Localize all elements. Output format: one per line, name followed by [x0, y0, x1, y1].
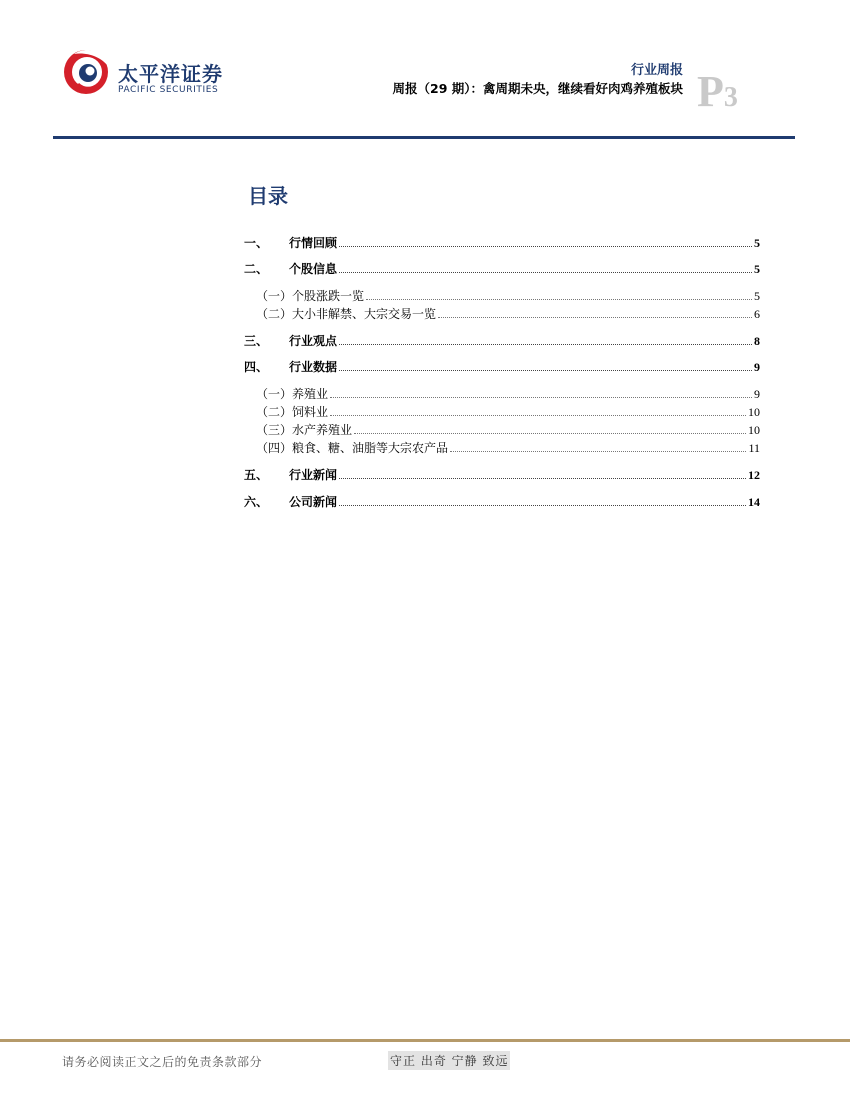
toc-item-label: （一）个股涨跌一览	[256, 289, 365, 303]
toc-item-label: 个股信息	[289, 262, 338, 276]
footer-disclaimer: 请务必阅读正文之后的免责条款部分	[62, 1055, 263, 1069]
report-title: 周报（29 期）：禽周期未央，继续看好肉鸡养殖板块	[392, 81, 683, 96]
toc-leader-dots	[339, 370, 752, 371]
toc-leader-dots	[330, 397, 752, 398]
toc-item-page: 11	[748, 441, 760, 455]
toc-item-label: 行业观点	[289, 334, 338, 348]
page-number	[697, 67, 738, 116]
toc-item[interactable]	[244, 331, 760, 349]
toc-subitem[interactable]	[244, 402, 760, 420]
toc-item[interactable]	[244, 492, 760, 510]
footer-motto: 守正 出奇 宁静 致远	[388, 1051, 510, 1070]
toc-item-page: 5	[754, 289, 760, 303]
toc-item-label: （二）饲料业	[256, 405, 329, 419]
toc-item-page: 9	[754, 387, 760, 401]
toc-item-number: 四、	[244, 360, 269, 374]
toc-subitem[interactable]	[244, 384, 760, 402]
header-divider	[53, 136, 795, 139]
toc-item-page: 14	[748, 495, 760, 509]
toc-item[interactable]	[244, 465, 760, 483]
toc-leader-dots	[339, 344, 752, 345]
report-type: 行业周报	[630, 63, 683, 78]
toc-item-label: 行业新闻	[289, 468, 338, 482]
toc-item-number: 五、	[244, 468, 269, 482]
toc-item[interactable]	[244, 259, 760, 277]
toc-subitem[interactable]	[244, 420, 760, 438]
toc-leader-dots	[366, 299, 752, 300]
toc-item-page: 10	[748, 405, 760, 419]
toc-item-page: 6	[754, 307, 760, 321]
logo-chinese-name: 太平洋证券	[118, 62, 223, 86]
toc-item-page: 12	[748, 468, 760, 482]
toc-item-label: （四）粮食、糖、油脂等大宗农产品	[256, 441, 449, 455]
toc-item-label: 行业数据	[289, 360, 338, 374]
toc-leader-dots	[450, 451, 746, 452]
toc-leader-dots	[438, 317, 752, 318]
toc-leader-dots	[339, 505, 746, 506]
toc-item-label: （二）大小非解禁、大宗交易一览	[256, 307, 437, 321]
toc-subitem[interactable]	[244, 438, 760, 456]
toc-item[interactable]	[244, 357, 760, 375]
toc-subitem[interactable]	[244, 304, 760, 322]
toc-item[interactable]	[244, 233, 760, 251]
company-logo	[60, 44, 235, 114]
toc-item-page: 5	[754, 236, 760, 250]
toc-item-label: （三）水产养殖业	[256, 423, 353, 437]
logo-english-name: PACIFIC SECURITIES	[118, 85, 219, 95]
toc-leader-dots	[330, 415, 746, 416]
page-prefix: P	[697, 67, 724, 116]
toc-subitem[interactable]	[244, 286, 760, 304]
pacific-securities-logo-icon	[60, 44, 112, 96]
toc-item-label: （一）养殖业	[256, 387, 329, 401]
toc-leader-dots	[354, 433, 746, 434]
toc-item-page: 9	[754, 360, 760, 374]
toc-item-label: 行情回顾	[289, 236, 338, 250]
toc-item-page: 5	[754, 262, 760, 276]
toc-item-number: 三、	[244, 334, 269, 348]
page-number-value: 3	[723, 82, 738, 113]
toc-item-page: 10	[748, 423, 760, 437]
toc-leader-dots	[339, 272, 752, 273]
toc-item-number: 六、	[244, 495, 269, 509]
toc-leader-dots	[339, 478, 746, 479]
toc-item-number: 二、	[244, 262, 269, 276]
toc-title: 目录	[248, 184, 288, 208]
toc-item-page: 8	[754, 334, 760, 348]
toc-item-label: 公司新闻	[289, 495, 338, 509]
footer-divider	[0, 1039, 850, 1042]
toc-leader-dots	[339, 246, 752, 247]
toc-item-number: 一、	[244, 236, 269, 250]
